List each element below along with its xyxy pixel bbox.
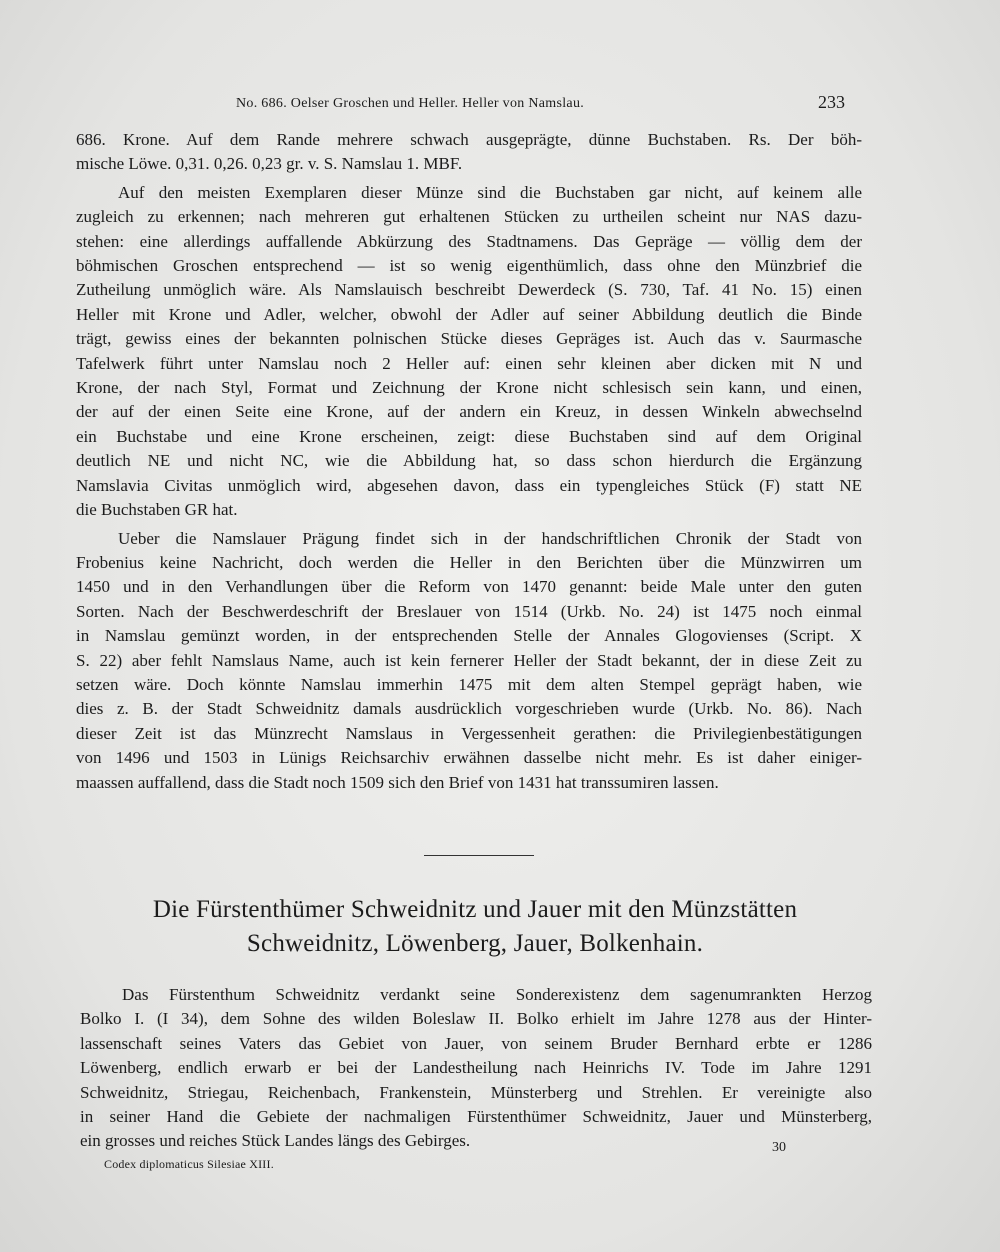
text-line: trägt, gewiss eines der bekannten polnischen Stücke dieses Gepräges ist. Auch das v. Saurmasche [76, 329, 862, 349]
text-line: Das Fürstenthum Schweidnitz verdankt seine Sonderexistenz dem sagenumrankten Herzog [122, 985, 872, 1004]
text-line: lassenschaft seines Vaters das Gebiet von Jauer, von seinem Bruder Bernhard erbte er 1286 [80, 1033, 872, 1053]
text-line: in seiner Hand die Gebiete der nachmaligen Fürstenthümer Schweidnitz, Jauer und Münsterberg, [80, 1107, 872, 1127]
text-line: Namslavia Civitas unmöglich wird, abgesehen davon, dass ein typengleiches Stück (F) statt NE [76, 475, 862, 495]
text-line: 1450 und in den Verhandlungen über die Reform von 1470 genannt: beide Male unter den guten [76, 577, 862, 597]
text-line: ein grosses und reiches Stück Landes längs des Gebirges. [80, 1131, 471, 1151]
text-line: deutlich NE und nicht NC, wie die Abbildung hat, so dass schon hierdurch die Ergänzung [76, 451, 862, 471]
catalog-entry-686 [76, 128, 862, 177]
text-line: Auf den meisten Exemplaren dieser Münze sind die Buchstaben gar nicht, auf keinem alle [118, 182, 862, 202]
text-line: der auf der einen Seite eine Krone, auf der andern ein Kreuz, in dessen Winkeln abwechselnd [76, 402, 862, 422]
text-line: von 1496 und 1503 in Lünigs Reichsarchiv erwähnen dasselbe nicht mehr. Es ist daher einiger- [76, 748, 862, 768]
section-heading-line: Die Fürstenthümer Schweidnitz und Jauer mit den Münzstätten [152, 896, 798, 923]
paragraph-history [76, 527, 862, 795]
text-line: Zutheilung unmöglich wäre. Als Namslauisch beschreibt Dewerdeck (S. 730, Taf. 41 No. 15) einen [76, 280, 862, 300]
page-number: 233 [818, 92, 845, 112]
section-heading-line: Schweidnitz, Löwenberg, Jauer, Bolkenhain. [246, 930, 704, 957]
text-line: setzen wäre. Doch könnte Namslau immerhin 1475 mit dem alten Stempel geprägt haben, wie [76, 674, 862, 694]
text-line: die Buchstaben GR hat. [76, 500, 238, 520]
text-line: Krone, der nach Styl, Format und Zeichnung der Krone nicht schlesisch sein kann, und einen, [76, 378, 862, 398]
text-line: 686. Krone. Auf dem Rande mehrere schwach ausgeprägte, dünne Buchstaben. Rs. Der böh- [76, 130, 862, 149]
paragraph-schweidnitz [80, 983, 872, 1154]
text-line: Heller mit Krone und Adler, welcher, obwohl der Adler auf seiner Abbildung deutlich die Binde [76, 304, 862, 324]
text-line: stehen: eine allerdings auffallende Abkürzung des Stadtnamens. Das Gepräge — völlig dem der [76, 231, 862, 251]
text-line: Schweidnitz, Striegau, Reichenbach, Frankenstein, Münsterberg und Strehlen. Er vereinigte also [80, 1082, 872, 1102]
text-line: in Namslau gemünzt worden, in der entsprechenden Stelle der Annales Glogovienses (Script. X [76, 626, 862, 646]
page-header [0, 92, 1000, 120]
main-text [76, 128, 862, 799]
text-line: ein Buchstabe und eine Krone erscheinen, zeigt: diese Buchstaben sind auf dem Original [76, 426, 862, 446]
text-line: zugleich zu erkennen; nach mehreren gut erhaltenen Stücken zu urtheilen scheint nur NAS dazu- [76, 207, 862, 227]
text-line: Tafelwerk führt unter Namslau noch 2 Heller auf: einen sehr kleinen aber dicken mit N und [76, 353, 862, 373]
paragraph-commentary [76, 181, 862, 523]
text-line: dieser Zeit ist das Münzrecht Namslaus in Vergessenheit gerathen: die Privilegienbestätigungen [76, 723, 862, 743]
text-line: Sorten. Nach der Beschwerdeschrift der Breslauer von 1514 (Urkb. No. 24) ist 1475 noch einmal [76, 601, 862, 621]
footer-note: Codex diplomaticus Silesiae XIII. [104, 1157, 274, 1171]
text-line: böhmischen Groschen entsprechend — ist so wenig eigenthümlich, dass ohne den Münzbrief die [76, 256, 862, 276]
text-line: S. 22) aber fehlt Namslaus Name, auch ist kein fernerer Heller der Stadt bekannt, der in diese Zeit zu [76, 650, 862, 670]
section-heading [80, 893, 870, 961]
text-line: Bolko I. (I 34), dem Sohne des wilden Boleslaw II. Bolko erhielt im Jahre 1278 aus der Hinter- [80, 1009, 872, 1029]
text-line: maassen auffallend, dass die Stadt noch 1509 sich den Brief von 1431 hat transsumiren lassen. [76, 772, 719, 792]
text-line: Ueber die Namslauer Prägung findet sich in der handschriftlichen Chronik der Stadt von [118, 528, 862, 548]
text-line: Frobenius keine Nachricht, doch werden die Heller in den Berichten über die Münzwirren um [76, 552, 862, 572]
running-head: No. 686. Oelser Groschen und Heller. Heller von Namslau. [236, 96, 585, 111]
signature-mark: 30 [772, 1140, 786, 1155]
section-divider [424, 855, 534, 856]
text-line: Löwenberg, endlich erwarb er bei der Landestheilung nach Heinrichs IV. Tode im Jahre 1291 [80, 1058, 872, 1078]
text-line: dies z. B. der Stadt Schweidnitz damals ausdrücklich vorgeschrieben wurde (Urkb. No. 86). Nach [76, 699, 862, 719]
section-text [80, 983, 872, 1154]
text-line: mische Löwe. 0,31. 0,26. 0,23 gr. v. S. Namslau 1. MBF. [76, 154, 463, 174]
